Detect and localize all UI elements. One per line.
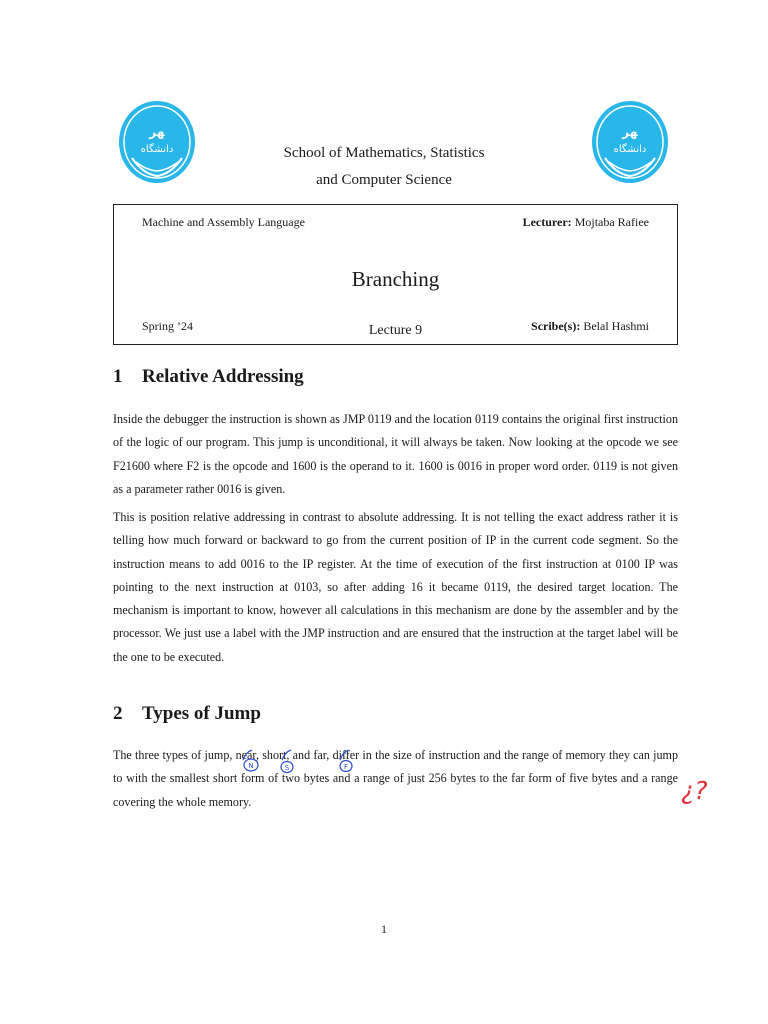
course-name: Machine and Assembly Language xyxy=(142,215,305,229)
annotation-near-mark: N xyxy=(248,762,254,770)
paragraph: Inside the debugger the instruction is shown as JMP 0119 and the location 0119 contains the original first instruction of the logic of our program. This jump is unconditional, it will always be taken. Now looking at the opcode we see F21600 where F2 is the opcode and 1600 is the operand to it. 1600 is 0016 in proper word order. 0119 is not given as a parameter rather 0016 is given. xyxy=(113,412,678,496)
lecture-number: Lecture 9 xyxy=(368,323,423,338)
section-number: 1 xyxy=(113,366,123,387)
term: Spring ’24 xyxy=(142,319,193,333)
school-line-1: School of Mathematics, Statistics xyxy=(283,145,485,161)
section-number: 2 xyxy=(113,703,123,724)
lecture-title: Branching xyxy=(351,267,440,291)
svg-text:ﺩاﻧﺸﮕﺎﻩ: ﺩاﻧﺸﮕﺎﻩ xyxy=(140,144,174,155)
section-title: Relative Addressing xyxy=(142,366,304,387)
lecturer-label: Lecturer: xyxy=(522,215,572,229)
annotation-stroke xyxy=(282,750,291,760)
scribe-name: Belal Hashmi xyxy=(583,319,649,333)
annotation-short-mark: S xyxy=(284,764,290,772)
annotation-stroke xyxy=(340,750,349,760)
svg-text:ﺩاﻧﺸﮕﺎﻩ: ﺩاﻧﺸﮕﺎﻩ xyxy=(613,144,647,155)
paragraph: This is position relative addressing in contrast to absolute addressing. It is not telling the exact address rather it is telling how much forward or backward to go from the current position of IP in the current code segment. So the instruction means to add 0016 to the IP register. At the time of execution of the first instruction at 0100 IP was pointing to the next instruction at 0103, so after adding 16 it became 0119, the desired target location. The mechanism is important to know, however all calculations in this mechanism are done by the assembler and by the processor. We just use a label with the JMP instruction and are ensured that the instruction at the target label will be the one to be executed. xyxy=(113,510,678,664)
svg-text:ﻬﺮ: ﻬﺮ xyxy=(149,125,165,139)
lecturer-name: Mojtaba Rafiee xyxy=(574,215,649,229)
svg-text:ﻬﺮ: ﻬﺮ xyxy=(622,125,638,139)
school-line-2: and Computer Science xyxy=(316,172,452,188)
paragraph: The three types of jump, near, short, and far, differ in the size of instruction and the range of memory they can jump to with the smallest short form of two bytes and a range of just 256 bytes to the far form of five bytes and a range covering the whole memory. xyxy=(113,748,678,809)
section-title: Types of Jump xyxy=(142,703,261,724)
annotation-far-mark: F xyxy=(343,763,349,771)
margin-note: ¿? xyxy=(681,776,708,805)
scribe-label: Scribe(s): xyxy=(531,319,581,333)
page-number: 1 xyxy=(381,922,387,936)
